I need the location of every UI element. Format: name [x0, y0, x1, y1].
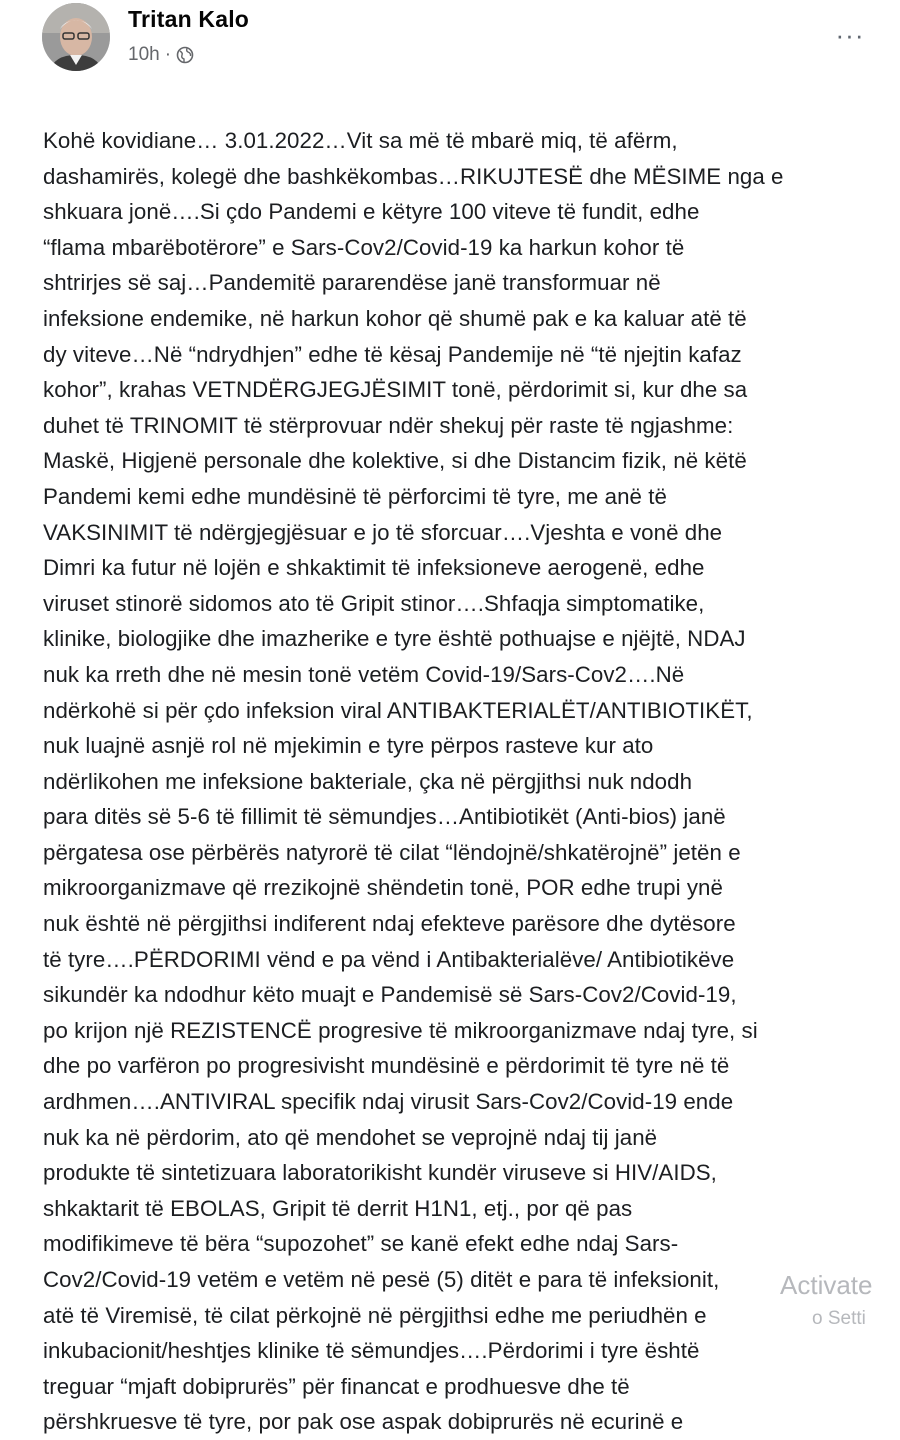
post-text-line: nuk ka në përdorim, ato që mendohet se veprojnë ndaj tij janë: [43, 1124, 658, 1150]
post-text-line: shkaktarit të EBOLAS, Gripit të derrit H1N1, etj., por që pas: [43, 1195, 633, 1221]
post-text-line: “flama mbarëbotërore” e Sars-Cov2/Covid-19 ka harkun kohor të: [43, 234, 685, 260]
post-text-line: Pandemi kemi edhe mundësinë të përforcimi të tyre, me anë të: [43, 483, 667, 509]
post-text-line: dashamirës, kolegë dhe bashkëkombas…RIKUJTESË dhe MËSIME nga e: [43, 163, 784, 189]
post-text-line: inkubacionit/heshtjes klinike të sëmundjes….Përdorimi i tyre është: [43, 1338, 700, 1364]
post-text-line: përshkruesve të tyre, por pak ose aspak dobiprurës në ecurinë e: [43, 1409, 684, 1435]
post-text: [43, 123, 888, 1440]
watermark-line-2: o Setti: [812, 1308, 866, 1329]
post-text-line: shkuara jonë….Si çdo Pandemi e këtyre 100 viteve të fundit, edhe: [43, 199, 700, 225]
post-text-line: Dimri ka futur në lojën e shkaktimit të infeksioneve aerogenë, edhe: [43, 555, 705, 581]
post-text-line: sikundër ka ndodhur këto muajt e Pandemisë së Sars-Cov2/Covid-19,: [43, 982, 737, 1008]
post-text-line: atë të Viremisë, të cilat përkojnë në përgjithsi edhe me periudhën e: [43, 1302, 707, 1328]
post-text-line: mikroorganizmave që rrezikojnë shëndetin tonë, POR edhe trupi ynë: [43, 875, 723, 901]
post-text-line: viruset stinorë sidomos ato të Gripit stinor….Shfaqja simptomatike,: [43, 590, 705, 616]
post-text-line: klinike, biologjike dhe imazherike e tyre është pothuajse e njëjtë, NDAJ: [43, 626, 746, 652]
post-text-line: duhet të TRINOMIT të stërprovuar ndër shekuj për raste të ngjashme:: [43, 412, 734, 438]
post-text-line: Cov2/Covid-19 vetëm e vetëm në pesë (5) ditët e para të infeksionit,: [43, 1267, 720, 1292]
post-text-line: nuk është në përgjithsi indiferent ndaj efekteve parësore dhe dytësore: [43, 911, 736, 937]
post-text-line: produkte të sintetizuara laboratorikisht kundër viruseve si HIV/AIDS,: [43, 1160, 717, 1186]
post-text-line: ardhmen….ANTIVIRAL specifik ndaj virusit Sars-Cov2/Covid-19 ende: [43, 1089, 734, 1115]
post-text-line: dhe po varfëron po progresivisht mundësinë e përdorimit të tyre në të: [43, 1053, 730, 1079]
post-text-line: infeksione endemike, në harkun kohor që shumë pak e ka kaluar atë të: [43, 305, 747, 331]
post-timestamp[interactable]: 10h: [128, 44, 160, 65]
post-header: [0, 0, 900, 80]
post-text-line: para ditës së 5-6 të fillimit të sëmundjes…Antibiotikët (Anti-bios) janë: [43, 804, 726, 830]
post-text-line: treguar “mjaft dobiprurës” për financat e prodhuesve dhe të: [43, 1373, 630, 1399]
post-meta: [128, 44, 194, 66]
author-avatar[interactable]: [42, 3, 110, 71]
post-text-line: nuk luajnë asnjë rol në mjekimin e tyre përpos rasteve kur ato: [43, 733, 654, 759]
post-text-line: dy viteve…Në “ndrydhjen” edhe të kësaj Pandemije në “të njejtin kafaz: [43, 341, 742, 367]
watermark-line-1: Activate: [780, 1270, 873, 1300]
post-text-line: Maskë, Higjenë personale dhe kolektive, si dhe Distancim fizik, në këtë: [43, 448, 747, 474]
post-text-line: shtrirjes së saj…Pandemitë pararendëse janë transformuar në: [43, 270, 661, 296]
post-text-line: kohor”, krahas VETNDËRGJEGJËSIMIT tonë, përdorimit si, kur dhe sa: [43, 377, 748, 403]
post-text-line: ndërkohë si për çdo infeksion viral ANTIBAKTERIALËT/ANTIBIOTIKËT,: [43, 697, 753, 723]
avatar-image: [42, 3, 110, 71]
post-text-line: nuk ka rreth dhe në mesin tonë vetëm Covid-19/Sars-Cov2….Në: [43, 661, 685, 687]
post-text-line: Kohë kovidiane… 3.01.2022…Vit sa më të mbarë miq, të afërm,: [43, 128, 678, 153]
post-text-line: po krijon një REZISTENCË progresive të mikroorganizmave ndaj tyre, si: [43, 1017, 758, 1043]
globe-icon: [176, 46, 194, 64]
post-text-line: modifikimeve të bëra “supozohet” se kanë efekt edhe ndaj Sars-: [43, 1231, 679, 1257]
post-text-line: ndërlikohen me infeksione bakteriale, çka në përgjithsi nuk ndodh: [43, 768, 693, 794]
meta-separator: ·: [164, 44, 172, 65]
author-name[interactable]: Tritan Kalo: [128, 6, 250, 32]
more-options-icon[interactable]: ···: [835, 20, 865, 50]
post-text-line: VAKSINIMIT të ndërgjegjësuar e jo të sforcuar….Vjeshta e vonë dhe: [43, 519, 723, 545]
post-text-line: përgatesa ose përbërës natyrorë të cilat “lëndojnë/shkatërojnë” jetën e: [43, 839, 741, 865]
post-text-line: të tyre….PËRDORIMI vënd e pa vënd i Antibakterialëve/ Antibiotikëve: [43, 946, 735, 972]
